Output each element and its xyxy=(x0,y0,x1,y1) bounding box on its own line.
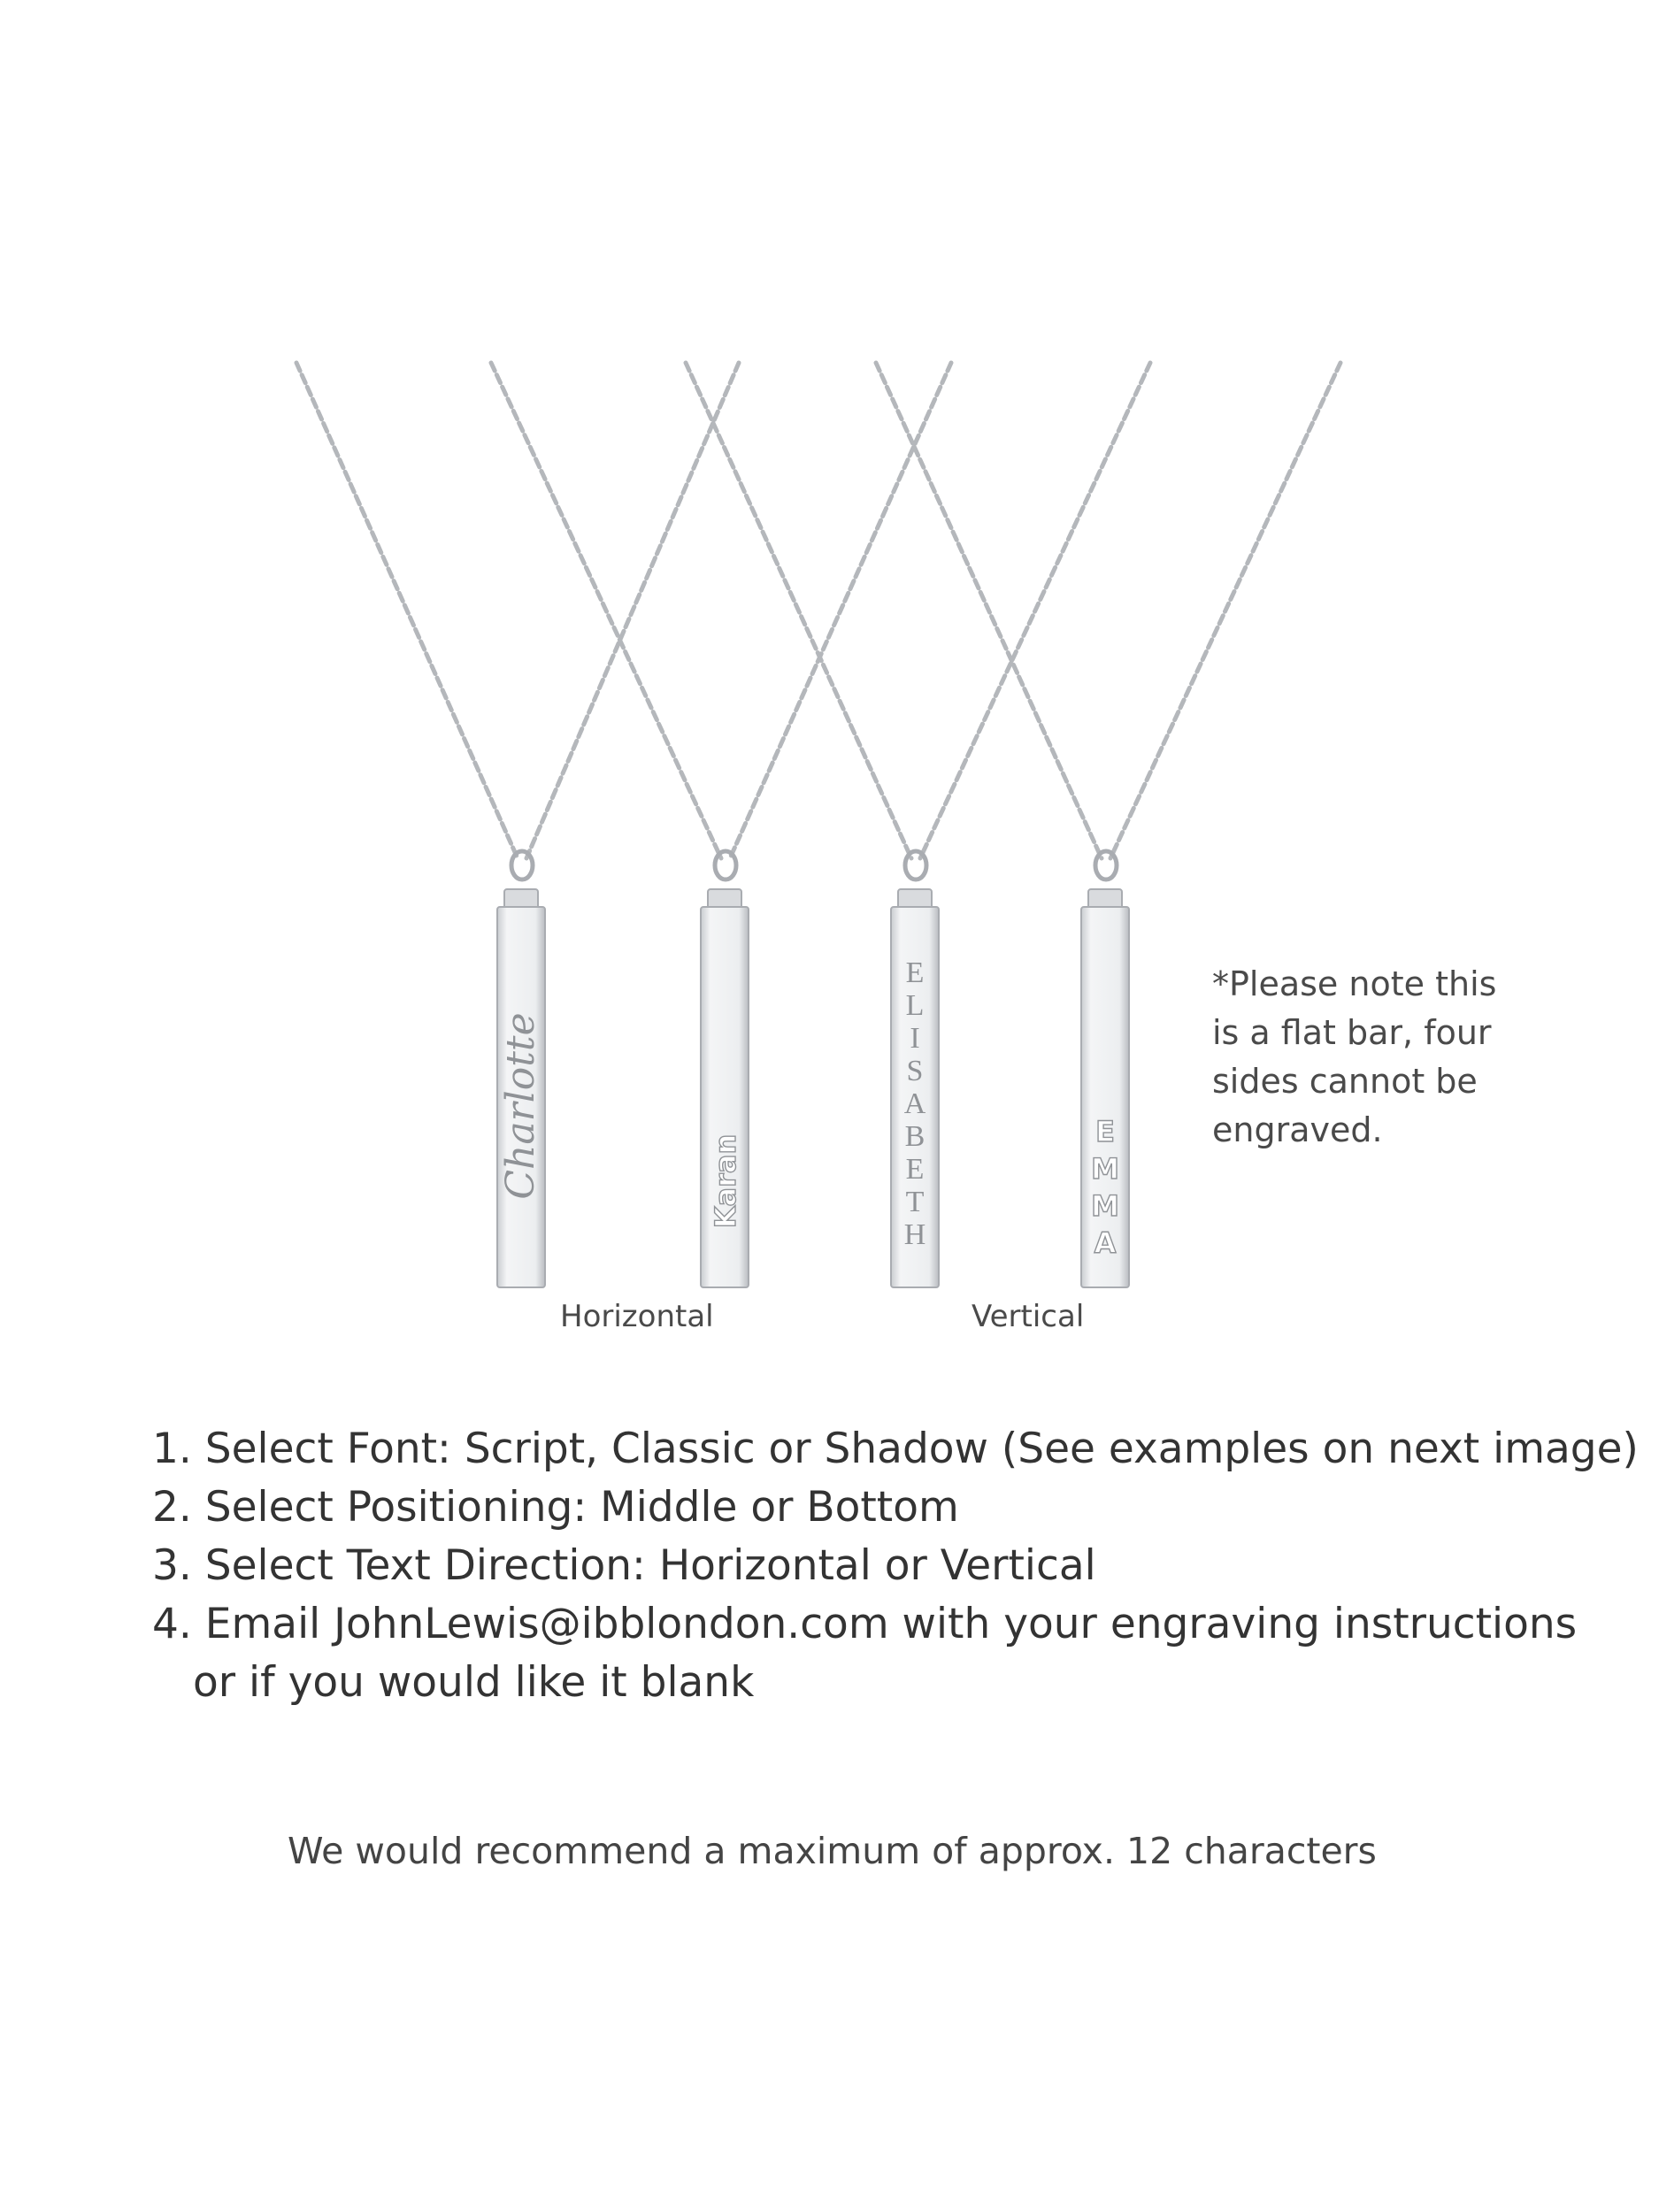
chain-2-left xyxy=(491,363,721,858)
engraving-letter: H xyxy=(903,1218,926,1251)
character-recommendation: We would recommend a maximum of approx. 12 characters xyxy=(288,1830,1377,1872)
note-line: *Please note this xyxy=(1212,964,1497,1003)
engraving-2: Karan xyxy=(709,1133,742,1229)
chain-4-right xyxy=(1110,363,1340,858)
engraving-letter: E xyxy=(905,956,925,989)
engraving-instructions xyxy=(152,1420,1639,1712)
chain-3-right xyxy=(920,363,1150,858)
engraving-letter: L xyxy=(905,989,925,1022)
engraving-letter: E xyxy=(1095,1115,1115,1148)
engraving-letter: M xyxy=(1091,1189,1119,1223)
engraving-letter: A xyxy=(1094,1226,1117,1260)
label-horizontal: Horizontal xyxy=(560,1299,714,1334)
note-line: sides cannot be xyxy=(1212,1062,1478,1101)
chain-1-left xyxy=(296,363,518,858)
engraving-3 xyxy=(904,956,926,1251)
chain-4-left xyxy=(876,363,1102,858)
instruction-step: 2. Select Positioning: Middle or Bottom xyxy=(152,1483,959,1532)
engraving-1: Charlotte xyxy=(498,1012,543,1200)
engraving-letter: B xyxy=(904,1120,926,1153)
instruction-step: 1. Select Font: Script, Classic or Shadow (See examples on next image) xyxy=(152,1425,1639,1473)
engraving-letter: I xyxy=(910,1022,920,1055)
engraving-letter: M xyxy=(1091,1152,1119,1186)
instruction-step: 3. Select Text Direction: Horizontal or Vertical xyxy=(152,1541,1096,1590)
engraving-letter: T xyxy=(905,1186,925,1218)
engraving-letter: E xyxy=(905,1153,925,1186)
chains xyxy=(296,363,1340,858)
engraving-letter: A xyxy=(903,1087,926,1120)
instruction-continuation: or if you would like it blank xyxy=(193,1658,755,1707)
label-vertical: Vertical xyxy=(972,1299,1085,1334)
flat-bar-note xyxy=(1212,960,1584,1155)
instruction-step: 4. Email JohnLewis@ibblondon.com with your engraving instructions xyxy=(152,1600,1578,1648)
engraving-letter: S xyxy=(906,1055,924,1087)
note-line: engraved. xyxy=(1212,1110,1383,1149)
chain-2-right xyxy=(730,363,951,858)
note-line: is a flat bar, four xyxy=(1212,1013,1492,1052)
chain-3-left xyxy=(686,363,911,858)
chain-1-right xyxy=(526,363,739,858)
